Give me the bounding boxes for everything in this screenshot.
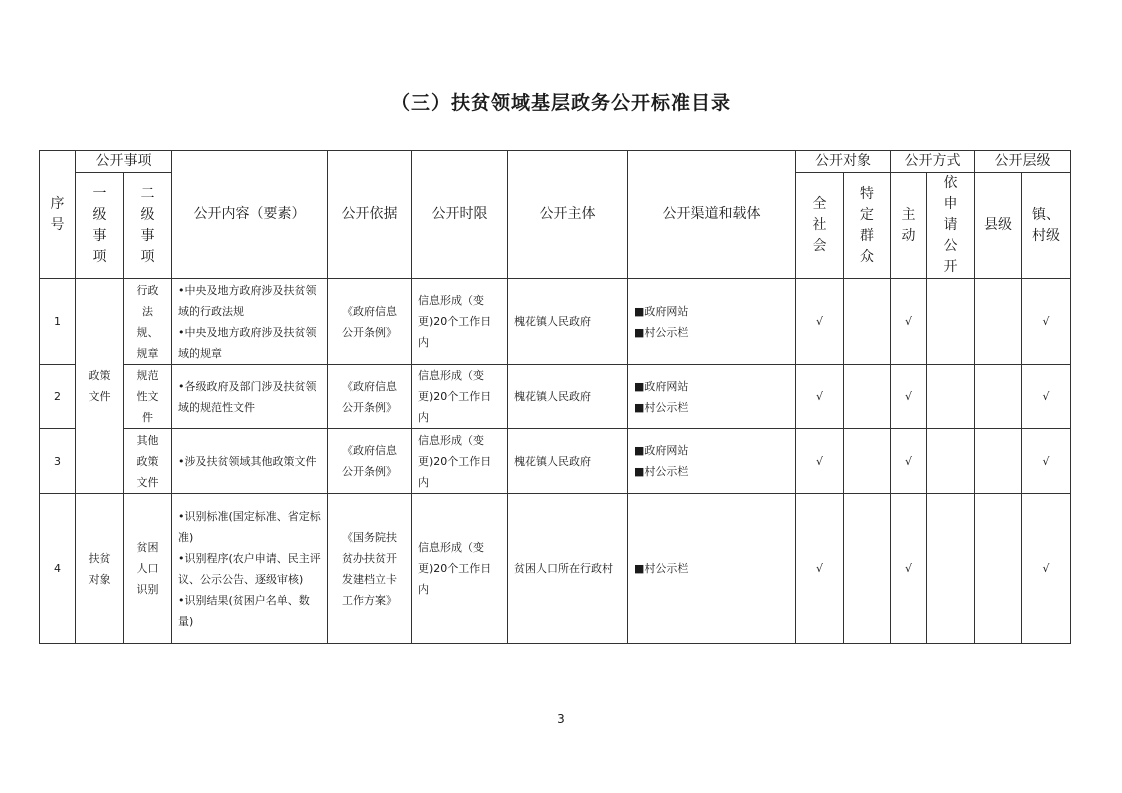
check-level-county [975, 494, 1022, 644]
check-level-town: √ [1022, 429, 1071, 494]
check-audience-all: √ [796, 429, 844, 494]
header-level2: 二级事项 [124, 173, 172, 279]
row-content [172, 429, 328, 494]
header-item-group: 公开事项 [76, 151, 172, 173]
row-subject: 贫困人口所在行政村 [508, 494, 628, 644]
channel-item: ■政府网站 [634, 444, 689, 457]
channel-item: ■政府网站 [634, 379, 689, 393]
check-method-request [927, 429, 975, 494]
check-level-county [975, 365, 1022, 429]
document-title: （三）扶贫领域基层政务公开标准目录 [390, 92, 731, 114]
row-level2: 其他政策文件 [124, 429, 172, 494]
header-level-group: 公开层级 [975, 151, 1071, 173]
header-level1: 一级事项 [76, 173, 124, 279]
channel-item: ■村公示栏 [634, 400, 689, 414]
table-row [40, 494, 1071, 644]
header-channel: 公开渠道和载体 [628, 151, 796, 279]
header-seq: 序号 [40, 151, 76, 279]
header-method-active: 主动 [891, 173, 927, 279]
channel-item: ■政府网站 [634, 304, 689, 318]
page-number: 3 [557, 712, 565, 726]
row-time-limit: 信息形成（变更)20个工作日内 [412, 365, 508, 429]
content-line: •涉及扶贫领域其他政策文件 [178, 454, 317, 468]
channel-item: ■村公示栏 [634, 325, 689, 339]
header-method-request: 依申请公开 [927, 173, 975, 279]
header-audience-group: 公开对象 [796, 151, 891, 173]
check-audience-specific [844, 494, 891, 644]
row-level2: 贫困人口识别 [124, 494, 172, 644]
row-seq: 2 [40, 365, 76, 429]
row-channels [628, 279, 796, 365]
row-seq: 1 [40, 279, 76, 365]
row-time-limit: 信息形成（变更)20个工作日内 [412, 494, 508, 644]
check-audience-specific [844, 429, 891, 494]
table-row [40, 429, 1071, 494]
row-content [172, 279, 328, 365]
content-line: •识别程序(农户申请、民主评议、公示公告、逐级审核) [178, 551, 321, 586]
row-level2: 规范性文件 [124, 365, 172, 429]
check-audience-all: √ [796, 365, 844, 429]
header-content: 公开内容（要素） [172, 151, 328, 279]
check-level-town: √ [1022, 279, 1071, 365]
check-method-active: √ [891, 279, 927, 365]
catalog-table [39, 150, 1071, 644]
header-basis: 公开依据 [328, 151, 412, 279]
row-channels [628, 494, 796, 644]
header-level-county: 县级 [975, 173, 1022, 279]
check-method-request [927, 365, 975, 429]
row-subject: 槐花镇人民政府 [508, 279, 628, 365]
row-basis: 《政府信息公开条例》 [328, 429, 412, 494]
content-line: •中央及地方政府涉及扶贫领域的规章 [178, 325, 317, 360]
channel-item: ■村公示栏 [634, 562, 689, 575]
content-line: •识别结果(贫困户名单、数量) [178, 593, 310, 628]
header-method-group: 公开方式 [891, 151, 975, 173]
check-audience-specific [844, 365, 891, 429]
row-basis: 《政府信息公开条例》 [328, 365, 412, 429]
channel-item: ■村公示栏 [634, 465, 689, 478]
row-channels [628, 429, 796, 494]
check-method-active: √ [891, 429, 927, 494]
row-subject: 槐花镇人民政府 [508, 429, 628, 494]
row-time-limit: 信息形成（变更)20个工作日内 [412, 279, 508, 365]
content-line: •各级政府及部门涉及扶贫领域的规范性文件 [178, 379, 317, 414]
header-audience-specific: 特定群众 [844, 173, 891, 279]
check-audience-specific [844, 279, 891, 365]
table-row [40, 279, 1071, 365]
row-basis: 《国务院扶贫办扶贫开发建档立卡工作方案》 [328, 494, 412, 644]
row-time-limit: 信息形成（变更)20个工作日内 [412, 429, 508, 494]
group-label: 扶贫对象 [76, 494, 124, 644]
content-line: •中央及地方政府涉及扶贫领域的行政法规 [178, 283, 317, 318]
check-level-town: √ [1022, 494, 1071, 644]
row-content [172, 365, 328, 429]
check-level-town: √ [1022, 365, 1071, 429]
check-method-request [927, 494, 975, 644]
group-label: 政策文件 [76, 279, 124, 494]
row-content [172, 494, 328, 644]
header-subject: 公开主体 [508, 151, 628, 279]
row-subject: 槐花镇人民政府 [508, 365, 628, 429]
row-seq: 4 [40, 494, 76, 644]
table-row [40, 365, 1071, 429]
header-time-limit: 公开时限 [412, 151, 508, 279]
row-seq: 3 [40, 429, 76, 494]
row-basis: 《政府信息公开条例》 [328, 279, 412, 365]
row-level2: 行政法规、规章 [124, 279, 172, 365]
header-audience-all: 全社会 [796, 173, 844, 279]
check-method-active: √ [891, 365, 927, 429]
check-level-county [975, 429, 1022, 494]
check-audience-all: √ [796, 494, 844, 644]
header-level-town: 镇、村级 [1022, 173, 1071, 279]
check-level-county [975, 279, 1022, 365]
check-method-request [927, 279, 975, 365]
row-channels [628, 365, 796, 429]
check-audience-all: √ [796, 279, 844, 365]
content-line: •识别标准(国定标准、省定标准) [178, 509, 321, 544]
check-method-active: √ [891, 494, 927, 644]
